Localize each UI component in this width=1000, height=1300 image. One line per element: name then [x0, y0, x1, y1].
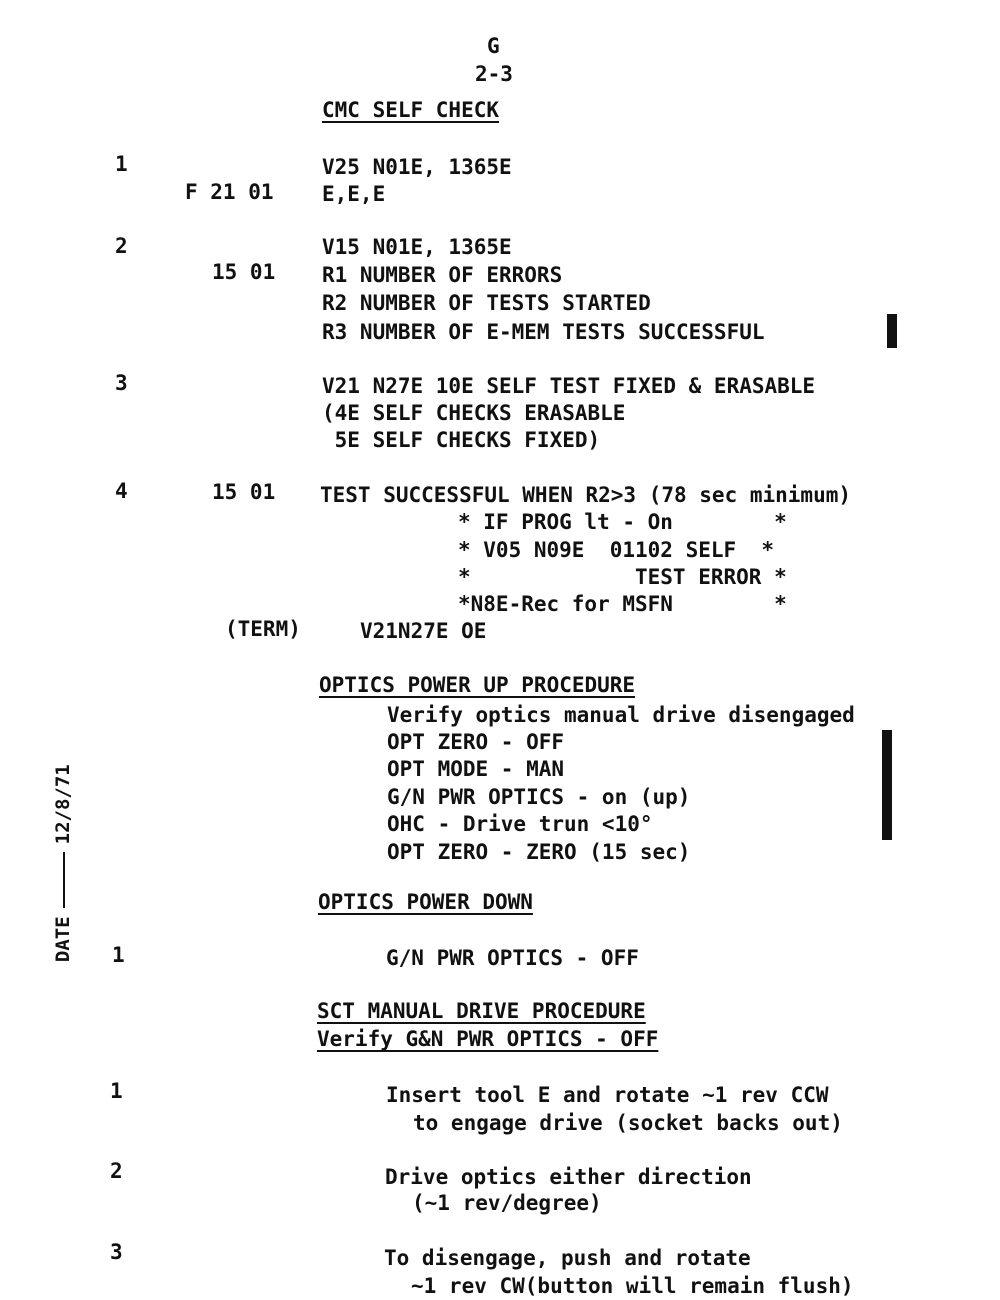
step-text: V21 N27E 10E SELF TEST FIXED & ERASABLE	[322, 374, 816, 398]
procedure-line: OHC - Drive trun <10°	[387, 812, 653, 836]
change-bar	[882, 730, 892, 840]
step-text: 5E SELF CHECKS FIXED)	[322, 428, 601, 452]
step-text: R3 NUMBER OF E-MEM TESTS SUCCESSFUL	[322, 320, 765, 344]
display-code: 15 01	[212, 480, 276, 504]
power-up-section-title: OPTICS POWER UP PROCEDURE	[319, 673, 636, 697]
change-bar	[887, 314, 897, 348]
cmc-section-title: CMC SELF CHECK	[322, 98, 500, 122]
step-text: ~1 rev CW(button will remain flush)	[411, 1274, 854, 1298]
step-number: 3	[115, 371, 128, 395]
procedure-line: OPT ZERO - ZERO (15 sec)	[387, 840, 691, 864]
note-box-line: * TEST ERROR *	[458, 565, 787, 589]
display-code: F 21 01	[185, 180, 274, 204]
procedure-line: OPT MODE - MAN	[387, 757, 565, 781]
date-value: 12/8/71	[52, 764, 74, 845]
step-number: 1	[115, 152, 128, 176]
date-margin	[30, 764, 74, 985]
date-label: DATE	[52, 916, 74, 963]
note-box-line: * V05 N09E 01102 SELF *	[458, 538, 775, 562]
step-text: (4E SELF CHECKS ERASABLE	[322, 401, 626, 425]
step-text: (~1 rev/degree)	[412, 1191, 602, 1215]
step-text: V25 N01E, 1365E	[322, 155, 512, 179]
step-number: 1	[110, 1079, 123, 1103]
step-number: 2	[115, 234, 128, 258]
note-box-line: *N8E-Rec for MSFN *	[458, 592, 787, 616]
date-rule	[63, 852, 65, 908]
display-code: 15 01	[212, 260, 276, 284]
step-number: 1	[112, 943, 125, 967]
sct-section-title: SCT MANUAL DRIVE PROCEDURE	[317, 999, 646, 1023]
power-down-section-title: OPTICS POWER DOWN	[318, 890, 533, 914]
procedure-line: OPT ZERO - OFF	[387, 730, 565, 754]
page-number: 2-3	[475, 62, 513, 86]
step-text: R1 NUMBER OF ERRORS	[322, 263, 563, 287]
step-text: to engage drive (socket backs out)	[413, 1111, 843, 1135]
step-text: G/N PWR OPTICS - OFF	[386, 946, 639, 970]
section-letter: G	[487, 34, 500, 58]
procedure-line: G/N PWR OPTICS - on (up)	[387, 785, 691, 809]
step-text: R2 NUMBER OF TESTS STARTED	[322, 291, 651, 315]
step-number: 4	[115, 479, 128, 503]
step-number: 3	[110, 1240, 123, 1264]
step-text: Insert tool E and rotate ~1 rev CCW	[386, 1083, 829, 1107]
step-text: V15 N01E, 1365E	[322, 235, 512, 259]
step-text: Drive optics either direction	[385, 1165, 752, 1189]
term-label: (TERM)	[225, 617, 301, 641]
note-box-line: * IF PROG lt - On *	[458, 510, 787, 534]
step-text: TEST SUCCESSFUL WHEN R2>3 (78 sec minimum)	[320, 483, 852, 507]
step-text: E,E,E	[322, 182, 386, 206]
term-text: V21N27E OE	[360, 619, 487, 643]
step-number: 2	[110, 1159, 123, 1183]
sct-subtitle: Verify G&N PWR OPTICS - OFF	[317, 1027, 659, 1051]
step-text: To disengage, push and rotate	[384, 1246, 751, 1270]
procedure-line: Verify optics manual drive disengaged	[387, 703, 855, 727]
